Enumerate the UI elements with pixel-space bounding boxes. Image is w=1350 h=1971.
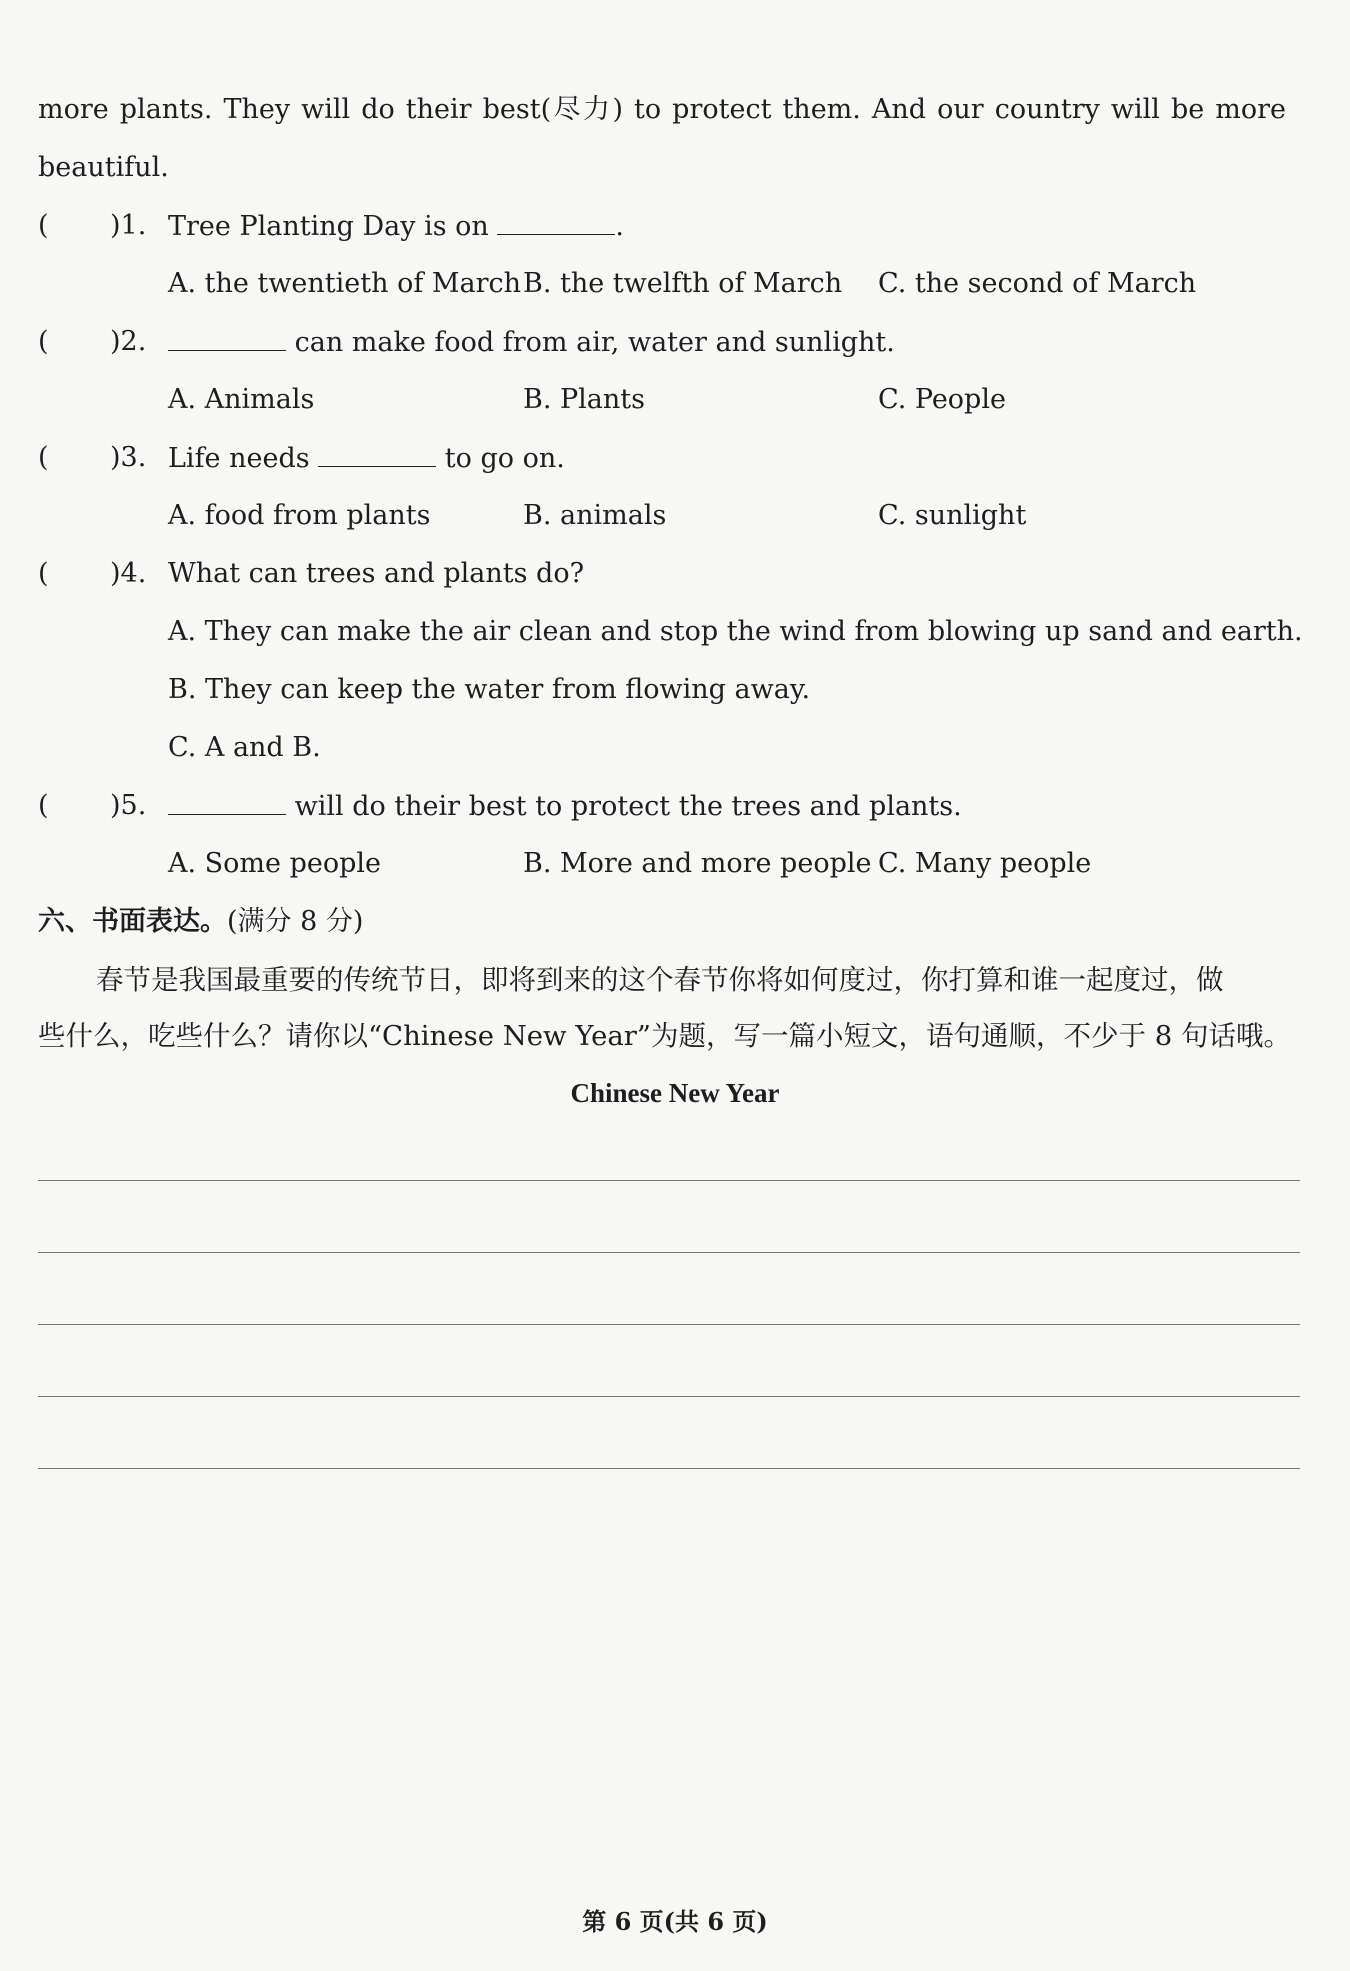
fill-blank — [497, 208, 615, 235]
stem-post: will do their best to protect the trees and plants. — [294, 791, 962, 822]
writing-line[interactable] — [38, 1396, 1300, 1397]
option-b: B. Plants — [523, 384, 646, 415]
section-6-heading — [38, 904, 363, 940]
option-b: B. the twelfth of March — [523, 268, 843, 299]
passage-line-1: more plants. They will do their best(尽力) to protect them. And our country will be more — [38, 94, 1286, 125]
section-title: 六、书面表达。 — [38, 906, 227, 937]
section-score: (满分 8 分) — [227, 906, 364, 937]
option-a: A. Some people — [168, 848, 381, 879]
option-b: B. They can keep the water from flowing away. — [168, 674, 811, 705]
question-stem: What can trees and plants do? — [168, 558, 585, 589]
stem-post: . — [615, 211, 624, 242]
option-b: B. animals — [523, 500, 667, 531]
fill-blank — [168, 788, 286, 815]
question-number: )1. — [110, 210, 147, 241]
option-c: C. A and B. — [168, 732, 321, 763]
question-stem — [168, 324, 895, 361]
option-c: C. Many people — [878, 848, 1092, 879]
option-b: B. More and more people — [523, 848, 872, 879]
passage-line-2: beautiful. — [38, 152, 169, 183]
question-number: )5. — [110, 790, 147, 821]
writing-line[interactable] — [38, 1252, 1300, 1253]
writing-line[interactable] — [38, 1180, 1300, 1181]
writing-line[interactable] — [38, 1468, 1300, 1469]
question-number: )4. — [110, 558, 147, 589]
option-c: C. sunlight — [878, 500, 1027, 531]
stem-pre: Tree Planting Day is on — [168, 211, 489, 242]
option-c: C. the second of March — [878, 268, 1197, 299]
stem-post: can make food from air, water and sunlight. — [294, 327, 895, 358]
essay-title: Chinese New Year — [570, 1078, 780, 1108]
question-number: )2. — [110, 326, 147, 357]
writing-line[interactable] — [38, 1324, 1300, 1325]
option-a: A. the twentieth of March — [168, 268, 522, 299]
option-a: A. food from plants — [168, 500, 431, 531]
question-number: )3. — [110, 442, 147, 473]
page-footer: 第 6 页(共 6 页) — [582, 1907, 768, 1936]
answer-paren: ( — [38, 442, 49, 473]
question-stem — [168, 208, 624, 245]
stem-pre: Life needs — [168, 443, 310, 474]
option-a: A. Animals — [168, 384, 315, 415]
answer-paren: ( — [38, 558, 49, 589]
answer-paren: ( — [38, 326, 49, 357]
option-c: C. People — [878, 384, 1006, 415]
fill-blank — [168, 324, 286, 351]
question-stem — [168, 440, 565, 477]
answer-paren: ( — [38, 790, 49, 821]
instruction-line-1: 春节是我国最重要的传统节日，即将到来的这个春节你将如何度过，你打算和谁一起度过，做 — [96, 964, 1224, 996]
instruction-line-2: 些什么，吃些什么？请你以“Chinese New Year”为题，写一篇小短文，语句通顺，不少于 8 句话哦。 — [38, 1020, 1291, 1052]
option-a: A. They can make the air clean and stop the wind from blowing up sand and earth. — [168, 616, 1303, 647]
answer-paren: ( — [38, 210, 49, 241]
question-stem — [168, 788, 962, 825]
stem-post: to go on. — [444, 443, 565, 474]
fill-blank — [318, 440, 436, 467]
